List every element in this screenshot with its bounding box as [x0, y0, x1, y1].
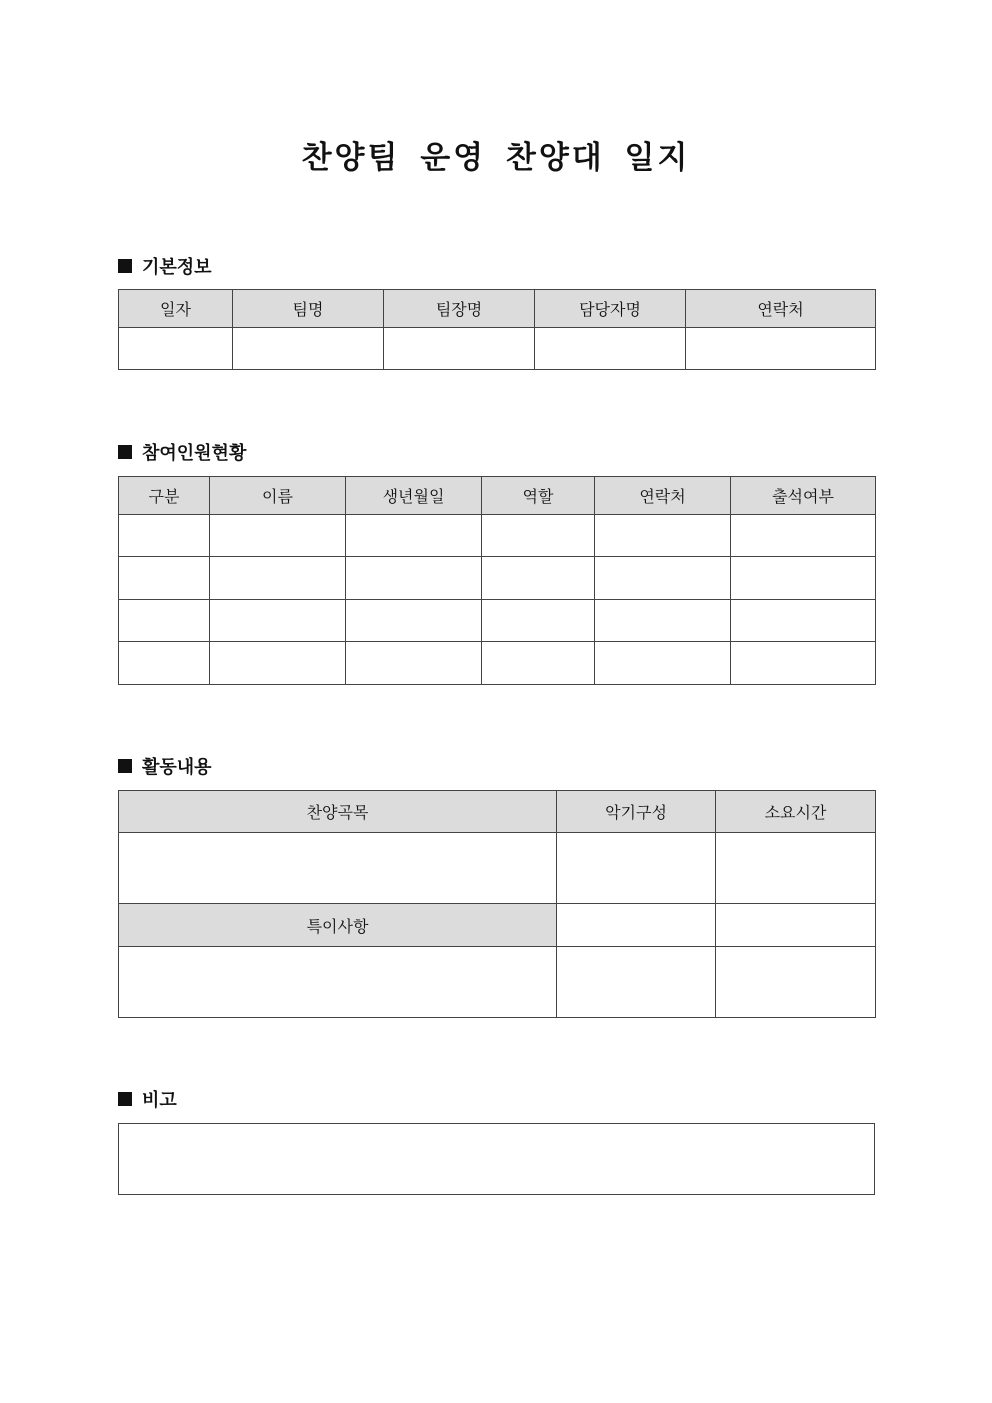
table-cell[interactable]	[731, 642, 876, 685]
section-heading-label: 참여인원현황	[142, 443, 247, 464]
table-cell[interactable]	[119, 600, 210, 642]
table-cell[interactable]	[716, 904, 876, 947]
table-row	[119, 328, 876, 370]
table-row	[119, 833, 876, 904]
section-heading-label: 활동내용	[142, 757, 212, 778]
table-cell[interactable]	[346, 642, 482, 685]
remarks-table	[118, 1123, 875, 1195]
header-cell-special-notes: 특이사항	[119, 904, 557, 947]
page-title: 찬양팀 운영 찬양대 일지	[301, 140, 691, 176]
table-cell[interactable]	[482, 557, 595, 600]
section-heading-remarks	[118, 1086, 177, 1112]
header-cell-contact: 연락처	[686, 290, 876, 328]
table-cell[interactable]	[482, 600, 595, 642]
section-heading-label: 기본정보	[142, 257, 212, 278]
table-row	[119, 600, 876, 642]
table-cell[interactable]	[731, 515, 876, 557]
table-cell[interactable]	[210, 557, 346, 600]
table-row	[119, 904, 876, 947]
activity-table	[118, 790, 876, 1018]
table-cell[interactable]	[346, 600, 482, 642]
header-cell-birthdate: 생년월일	[346, 477, 482, 515]
table-cell[interactable]	[119, 557, 210, 600]
table-cell[interactable]	[119, 833, 557, 904]
section-heading-participants	[118, 439, 246, 465]
table-cell[interactable]	[535, 328, 686, 370]
basic-info-table	[118, 289, 876, 370]
table-cell[interactable]	[557, 833, 716, 904]
header-cell-contact: 연락처	[595, 477, 731, 515]
remarks-cell[interactable]	[119, 1124, 875, 1195]
table-header-row	[119, 791, 876, 833]
table-cell[interactable]	[557, 904, 716, 947]
table-cell[interactable]	[384, 328, 535, 370]
table-cell[interactable]	[716, 833, 876, 904]
table-cell[interactable]	[595, 557, 731, 600]
square-bullet-icon	[118, 759, 132, 773]
table-cell[interactable]	[686, 328, 876, 370]
table-row	[119, 515, 876, 557]
table-cell[interactable]	[210, 515, 346, 557]
table-cell[interactable]	[210, 600, 346, 642]
table-cell[interactable]	[482, 642, 595, 685]
section-heading-activity	[118, 753, 212, 779]
table-cell[interactable]	[595, 600, 731, 642]
header-cell-category: 구분	[119, 477, 210, 515]
square-bullet-icon	[118, 259, 132, 273]
table-cell[interactable]	[119, 947, 557, 1018]
table-cell[interactable]	[119, 642, 210, 685]
table-cell[interactable]	[119, 515, 210, 557]
table-row	[119, 557, 876, 600]
table-cell[interactable]	[210, 642, 346, 685]
table-cell[interactable]	[346, 557, 482, 600]
table-cell[interactable]	[595, 642, 731, 685]
table-cell[interactable]	[731, 600, 876, 642]
header-cell-name: 이름	[210, 477, 346, 515]
table-row	[119, 1124, 875, 1195]
header-cell-manager-name: 담당자명	[535, 290, 686, 328]
table-cell[interactable]	[731, 557, 876, 600]
header-cell-attendance: 출석여부	[731, 477, 876, 515]
header-cell-team-name: 팀명	[233, 290, 384, 328]
table-row	[119, 642, 876, 685]
table-row	[119, 947, 876, 1018]
table-cell[interactable]	[233, 328, 384, 370]
table-header-row	[119, 290, 876, 328]
header-cell-leader-name: 팀장명	[384, 290, 535, 328]
participants-table	[118, 476, 876, 685]
table-header-row	[119, 477, 876, 515]
section-heading-label: 비고	[142, 1090, 177, 1111]
header-cell-song-list: 찬양곡목	[119, 791, 557, 833]
header-cell-duration: 소요시간	[716, 791, 876, 833]
header-cell-date: 일자	[119, 290, 233, 328]
table-cell[interactable]	[119, 328, 233, 370]
table-cell[interactable]	[595, 515, 731, 557]
square-bullet-icon	[118, 445, 132, 459]
square-bullet-icon	[118, 1092, 132, 1106]
table-cell[interactable]	[346, 515, 482, 557]
header-cell-instruments: 악기구성	[557, 791, 716, 833]
header-cell-role: 역할	[482, 477, 595, 515]
table-cell[interactable]	[557, 947, 716, 1018]
table-cell[interactable]	[716, 947, 876, 1018]
section-heading-basic-info	[118, 253, 212, 279]
table-cell[interactable]	[482, 515, 595, 557]
